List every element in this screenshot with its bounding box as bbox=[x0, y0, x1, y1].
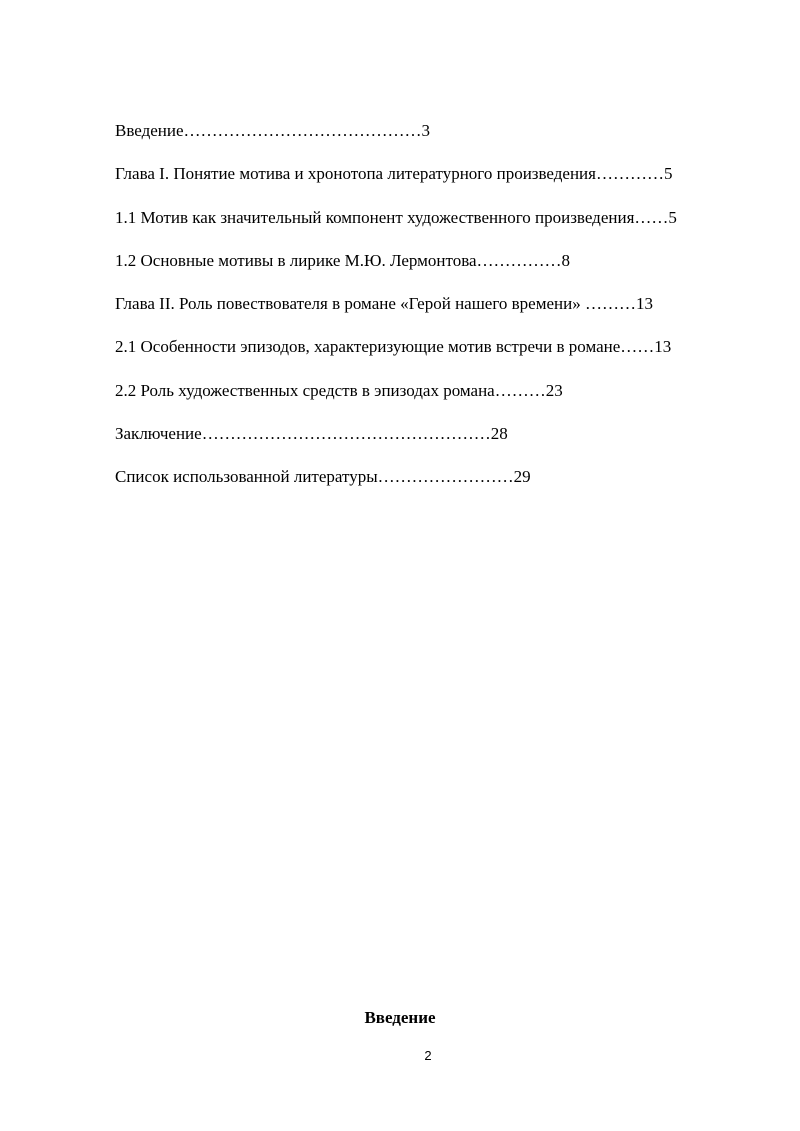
toc-entry-bibliography: Список использованной литературы……………………29 bbox=[115, 467, 531, 487]
toc-entry-section-2-1: 2.1 Особенности эпизодов, характеризующие мотив встречи в романе……13 bbox=[115, 337, 672, 357]
toc-entry-chapter-1: Глава I. Понятие мотива и хронотопа литературного произведения…………5 bbox=[115, 164, 673, 184]
section-heading: Введение bbox=[364, 1008, 436, 1027]
toc-entry-chapter-2: Глава II. Роль повествователя в романе «Герой нашего времени» ………13 bbox=[115, 294, 653, 314]
toc-entry-section-2-2: 2.2 Роль художественных средств в эпизодах романа………23 bbox=[115, 380, 563, 400]
toc-entry-section-1-2: 1.2 Основные мотивы в лирике М.Ю. Лермонтова……………8 bbox=[115, 250, 571, 270]
page-number: 2 bbox=[424, 1048, 432, 1063]
toc-entry-section-1-1: 1.1 Мотив как значительный компонент художественного произведения……5 bbox=[115, 207, 677, 227]
toc-entry-conclusion: Заключение……………………………………………28 bbox=[115, 424, 508, 444]
toc-entry-introduction: Введение……………………………………3 bbox=[115, 121, 431, 140]
table-of-contents bbox=[115, 118, 755, 508]
